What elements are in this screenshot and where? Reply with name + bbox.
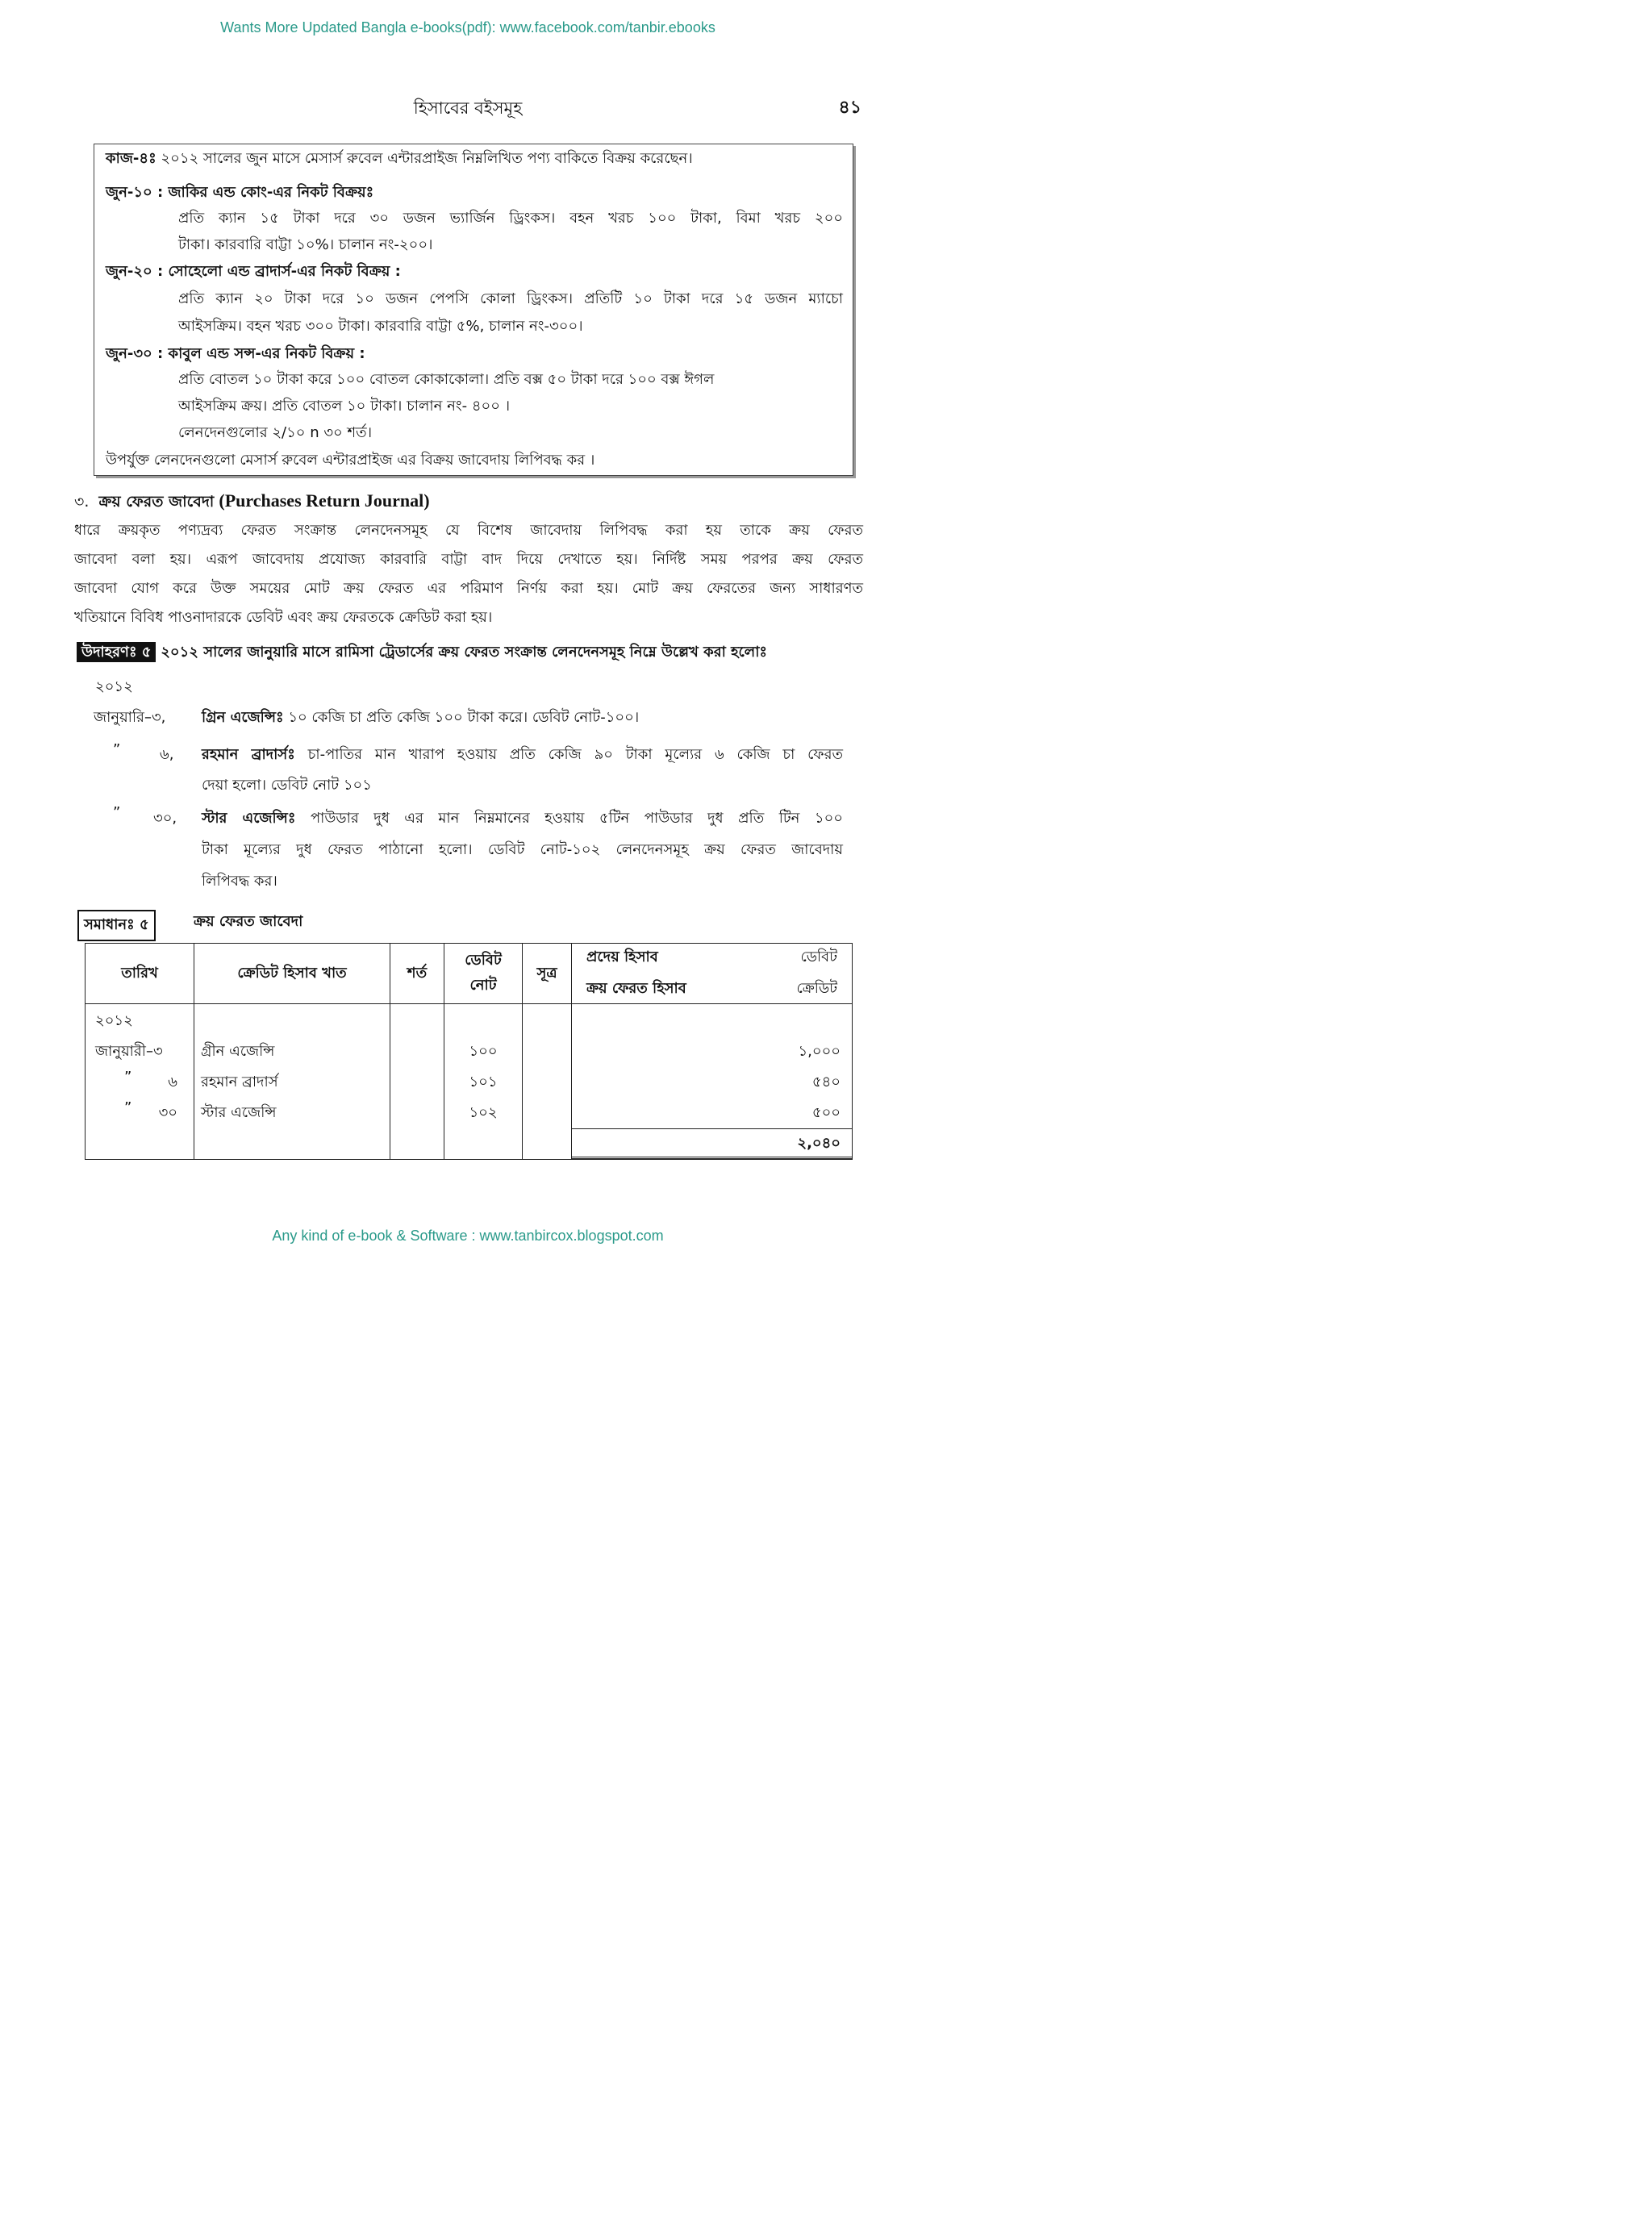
note-column [444,1004,523,1160]
ditto-mark: ” [124,1069,132,1086]
task-entry-2-head [106,262,401,281]
example-item-line: টাকা মূল্যের দুধ ফেরত পাঠানো হলো। ডেবিট নোট-১০২ লেনদেনসমূহ ক্রয় ফেরত জাবেদায় [202,841,843,858]
ditto-mark: ” [124,1099,132,1116]
task-intro-line [106,149,693,169]
purchases-return-journal-table [85,943,853,1160]
row-note: ১০০ [469,1043,498,1060]
example-item-line: দেয়া হলো। ডেবিট নোট ১০১ [202,777,372,794]
example-item-date: ৬, [160,746,174,763]
section-number: ৩. [74,493,90,511]
example-item-party: গ্রিন এজেন্সিঃ [202,709,284,726]
row-account: গ্রীন এজেন্সি [201,1043,275,1060]
account-column [194,1004,390,1160]
row-amount: ৫০০ [811,1104,841,1121]
example-item-line: পাউডার দুধ এর মান নিম্নমানের হওয়ায় ৫টিন পাউডার দুধ প্রতি টিন ১০০ [310,810,843,827]
task-entry-party: কাবুল এন্ড সন্স-এর নিকট বিক্রয় : [168,345,365,362]
example-title: ২০১২ সালের জানুয়ারি মাসে রামিসা ট্রেডার্সের ক্রয় ফেরত সংক্রান্ত লেনদেনসমূহ নিম্নে উল্লেখ করা হলোঃ [161,644,768,661]
example-label: উদাহরণঃ ৫ [77,642,156,662]
example-item-1 [202,708,639,728]
row-account: রহমান ব্রাদার্স [201,1074,278,1090]
task-entry-line: প্রতি বোতল ১০ টাকা করে ১০০ বোতল কোকাকোলা। প্রতি বক্স ৫০ টাকা দরে ১০০ বক্স ঈগল [178,371,715,388]
header-note-line2: নোট [469,977,497,994]
row-amount: ৫৪০ [811,1074,841,1090]
page-header-title: হিসাবের বইসমূহ [413,98,523,118]
task-entry-line: টাকা। কারবারি বাট্টা ১০%। চালান নং-২০০। [178,236,433,253]
task-box [94,144,853,476]
example-item-date: জানুয়ারি–৩, [94,709,166,726]
task-entry-line: প্রতি ক্যান ২০ টাকা দরে ১০ ডজন পেপসি কোলা ড্রিংকস। প্রতিটি ১০ টাকা দরে ১৫ ডজন ম্যাচো [178,290,843,307]
header-ref: সূত্র [523,944,572,1004]
header-credit: ক্রেডিট [796,980,837,997]
task-entry-line: আইসক্রিম। বহন খরচ ৩০০ টাকা। কারবারি বাট্টা ৫%, চালান নং-৩০০। [178,318,583,335]
row-note: ১০১ [469,1074,498,1090]
example-item-party: রহমান ব্রাদার্সঃ [202,746,295,763]
section-paragraph-line: খতিয়ানে বিবিধ পাওনাদারকে ডেবিট এবং ক্রয় ফেরতকে ক্রেডিট করা হয়। [74,609,493,626]
task-entry-line: প্রতি ক্যান ১৫ টাকা দরে ৩০ ডজন ভ্যার্জিন ড্রিংকস। বহন খরচ ১০০ টাকা, বিমা খরচ ২০০ [178,210,843,227]
task-closing: উপর্যুক্ত লেনদেনগুলো মেসার্স রুবেল এন্টারপ্রাইজ এর বিক্রয় জাবেদায় লিপিবদ্ধ কর । [106,452,595,469]
section-paragraph-line: ধারে ক্রয়কৃত পণ্যদ্রব্য ফেরত সংক্রান্ত লেনদেনসমূহ যে বিশেষ জাবেদায় লিপিবদ্ধ করা হয় তাকে ক্রয় ফেরত [74,522,863,539]
row-amount: ১,০০০ [798,1043,841,1060]
ditto-mark: ” [113,804,121,821]
section-paragraph-line: জাবেদা বলা হয়। এরূপ জাবেদায় প্রযোজ্য কারবারি বাট্টা বাদ দিয়ে দেখাতে হয়। নির্দিষ্ট সময় পরপর ক্রয় ফেরত [74,551,863,568]
row-account: স্টার এজেন্সি [201,1104,277,1121]
bottom-banner-link[interactable]: Any kind of e-book & Software : www.tanbircox.blogspot.com [272,1228,664,1244]
ditto-mark: ” [113,741,121,758]
header-return: ক্রয় ফেরত হিসাব [586,980,686,997]
example-item-date: ৩০, [153,810,177,827]
table-year: ২০১২ [95,1012,133,1029]
task-entry-line: আইসক্রিম ক্রয়। প্রতি বোতল ১০ টাকা। চালান নং- ৪০০ । [178,398,511,415]
row-date: ৬ [168,1074,177,1090]
example-item-2 [202,745,843,765]
page-number: ৪১ [838,98,861,118]
ref-column [523,1004,572,1160]
example-heading [77,643,767,662]
task-entry-date: জুন-১০ : [106,184,164,201]
task-entry-party: সোহেলো এন্ড ব্রাদার্স-এর নিকট বিক্রয় : [168,263,401,280]
task-entry-1-head [106,183,373,202]
row-date: জানুয়ারী–৩ [95,1043,163,1060]
example-item-line: চা-পাতির মান খারাপ হওয়ায় প্রতি কেজি ৯০ টাকা মূল্যের ৬ কেজি চা ফেরত [307,746,843,763]
example-year: ২০১২ [95,678,133,695]
task-entry-party: জাকির এন্ড কোং-এর নিকট বিক্রয়ঃ [168,184,374,201]
header-terms: শর্ত [390,944,444,1004]
header-note-line1: ডেবিট [465,952,502,969]
top-banner-link[interactable]: Wants More Updated Bangla e-books(pdf): www.facebook.com/tanbir.ebooks [220,19,715,35]
header-payable: প্রদেয় হিসাব [586,949,658,965]
example-item-line: লিপিবদ্ধ কর। [202,873,277,890]
header-amount [572,944,853,1004]
task-entry-line: লেনদেনগুলোর ২/১০ n ৩০ শর্ত। [178,424,373,441]
section-title [74,490,430,516]
task-entry-date: জুন-২০ : [106,263,164,280]
amount-column [572,1004,853,1160]
table-body-row [86,1004,853,1160]
example-item-party: স্টার এজেন্সিঃ [202,810,296,827]
table-header-row [86,944,853,1004]
solution-title: ক্রয় ফেরত জাবেদা [194,913,303,930]
section-title-en: (Purchases Return Journal) [219,490,430,511]
section-paragraph-line: জাবেদা যোগ করে উক্ত সময়ের মোট ক্রয় ফেরত এর পরিমাণ নির্ণয় করা হয়। মোট ক্রয় ফেরতের জন্য সাধারণত [74,580,863,597]
row-date: ৩০ [158,1104,177,1121]
header-date: তারিখ [86,944,194,1004]
section-title-bn: ক্রয় ফেরত জাবেদা [98,493,215,511]
task-entry-date: জুন-৩০ : [106,345,164,362]
example-item-line: ১০ কেজি চা প্রতি কেজি ১০০ টাকা করে। ডেবিট নোট-১০০। [288,709,640,726]
header-debit-note [444,944,523,1004]
header-account: ক্রেডিট হিসাব খাত [194,944,390,1004]
total-amount: ২,০৪০ [572,1128,852,1159]
task-intro: ২০১২ সালের জুন মাসে মেসার্স রুবেল এন্টারপ্রাইজ নিম্নলিখিত পণ্য বাকিতে বিক্রয় করেছেন। [161,150,693,167]
task-label: কাজ-৪ঃ [106,150,156,167]
task-entry-3-head [106,344,365,364]
solution-label: সমাধানঃ ৫ [77,910,156,941]
header-debit: ডেবিট [800,949,837,965]
example-item-3 [202,809,843,828]
terms-column [390,1004,444,1160]
date-column [86,1004,194,1160]
row-note: ১০২ [469,1104,498,1121]
